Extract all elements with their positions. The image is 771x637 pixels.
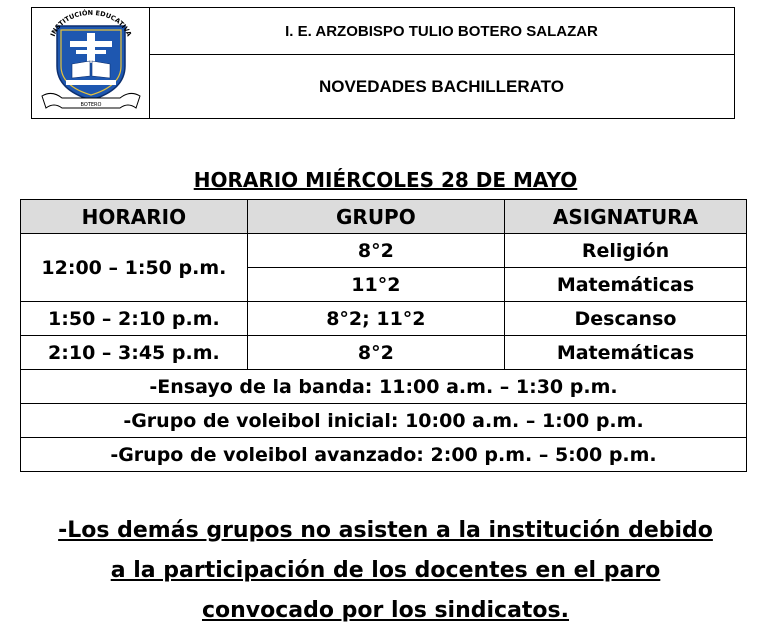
notice-line-3: convocado por los sindicatos.	[201, 598, 570, 623]
notice-block	[0, 511, 771, 631]
note-row	[21, 404, 747, 438]
table-row	[21, 234, 747, 268]
table-header-row	[21, 200, 747, 234]
note-volleyball-advanced: -Grupo de voleibol avanzado: 2:00 p.m. – 5:00 p.m.	[21, 438, 747, 472]
logo-top-text: INSTITUCIÓN EDUCATIVA	[48, 8, 134, 38]
group-cell: 8°2	[247, 234, 504, 268]
time-cell: 2:10 – 3:45 p.m.	[21, 336, 248, 370]
subject-cell: Descanso	[504, 302, 746, 336]
document-header	[31, 7, 735, 119]
subject-cell: Matemáticas	[504, 268, 746, 302]
section-title: NOVEDADES BACHILLERATO	[319, 76, 564, 96]
logo-cell	[32, 8, 150, 118]
school-crest-logo	[32, 8, 149, 118]
notice-line	[0, 591, 771, 631]
table-row	[21, 302, 747, 336]
notice-line-2: a la participación de los docentes en el paro	[110, 558, 661, 583]
school-name: I. E. ARZOBISPO TULIO BOTERO SALAZAR	[149, 8, 734, 55]
note-band-rehearsal: -Ensayo de la banda: 11:00 a.m. – 1:30 p.m.	[21, 370, 747, 404]
notice-line-1: -Los demás grupos no asisten a la institución debido	[58, 518, 713, 543]
schedule-table	[20, 199, 747, 472]
header-horario: HORARIO	[21, 200, 248, 234]
header-asignatura: ASIGNATURA	[504, 200, 746, 234]
note-volleyball-beginner: -Grupo de voleibol inicial: 10:00 a.m. – 1:00 p.m.	[21, 404, 747, 438]
schedule-title-text: HORARIO MIÉRCOLES 28 DE MAYO	[193, 168, 578, 192]
notice-line	[0, 511, 771, 551]
logo-banner-text: BOTERO	[80, 102, 102, 108]
notice-line	[0, 551, 771, 591]
time-cell: 12:00 – 1:50 p.m.	[21, 234, 248, 302]
table-row	[21, 336, 747, 370]
subject-cell: Religión	[504, 234, 746, 268]
note-row	[21, 370, 747, 404]
header-grupo: GRUPO	[247, 200, 504, 234]
group-cell: 11°2	[247, 268, 504, 302]
time-cell: 1:50 – 2:10 p.m.	[21, 302, 248, 336]
group-cell: 8°2	[247, 336, 504, 370]
note-row	[21, 438, 747, 472]
subject-cell: Matemáticas	[504, 336, 746, 370]
schedule-title	[0, 168, 771, 192]
group-cell: 8°2; 11°2	[247, 302, 504, 336]
